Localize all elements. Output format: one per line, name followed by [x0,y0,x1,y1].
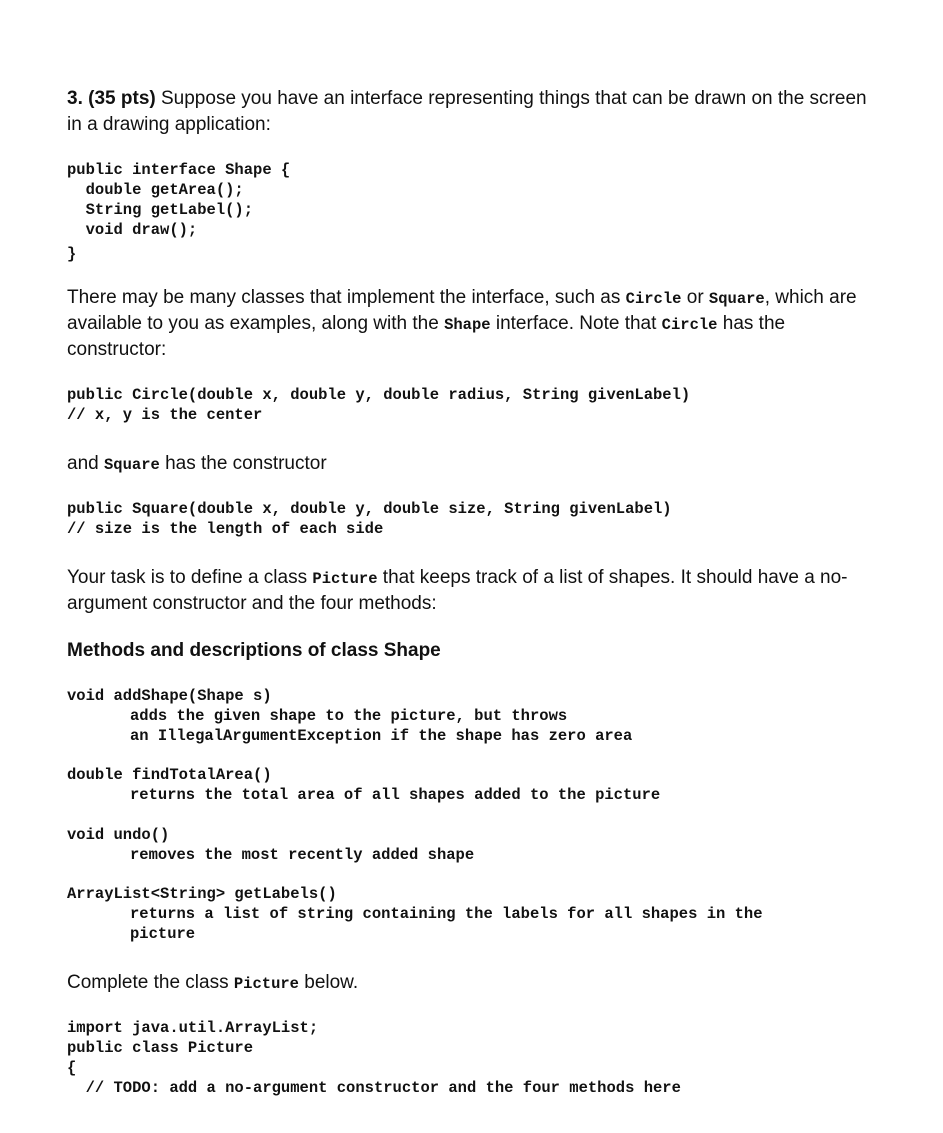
text-span: Your task is to define a class [67,567,313,588]
classes-paragraph-line-2 [67,311,785,338]
inline-code: Picture [312,570,378,588]
text-span: or [681,287,709,308]
classes-paragraph-line-3: constructor: [67,339,167,360]
inline-code: Square [708,290,765,308]
method-signature: void addShape(Shape s) [67,687,272,705]
inline-code: Shape [444,316,491,334]
question-intro-text: Suppose you have an interface representing things that can be drawn on the screen [155,88,867,109]
text-span: below. [298,972,359,993]
question-intro-line-2: in a drawing application: [67,114,271,135]
complete-paragraph [67,970,358,997]
task-paragraph-line-1 [67,565,848,592]
circle-code-line: // x, y is the center [67,406,263,424]
interface-code-line: public interface Shape { [67,161,291,179]
method-description: adds the given shape to the picture, but throws [130,707,568,725]
method-description: returns a list of string containing the labels for all shapes in the [130,905,763,923]
question-number: 3. [67,88,83,109]
square-code-line: // size is the length of each side [67,520,384,538]
task-paragraph-line-2: argument constructor and the four methods: [67,593,437,614]
interface-code-line: double getArea(); [67,181,244,199]
classes-paragraph-line-1 [67,285,857,312]
circle-code-line: public Circle(double x, double y, double radius, String givenLabel) [67,386,691,404]
text-span: interface. Note that [490,313,662,334]
text-span: There may be many classes that implement the interface, such as [67,287,626,308]
method-description: an IllegalArgumentException if the shape has zero area [130,727,633,745]
question-intro-line-1 [67,86,867,112]
method-signature: ArrayList<String> getLabels() [67,885,337,903]
method-description: picture [130,925,196,943]
method-description: removes the most recently added shape [130,846,475,864]
interface-code-line: void draw(); [67,221,198,239]
inline-code: Circle [661,316,718,334]
square-paragraph [67,451,327,478]
method-description: returns the total area of all shapes added to the picture [130,786,661,804]
text-span: and [67,453,104,474]
inline-code: Picture [233,975,299,993]
question-points: (35 pts) [88,88,156,109]
picture-code-line: public class Picture [67,1039,254,1057]
interface-code-line: String getLabel(); [67,201,254,219]
text-span: has the [717,313,786,334]
inline-code: Square [103,456,160,474]
text-span: , which are [764,287,857,308]
text-span: has the constructor [159,453,327,474]
picture-code-line: import java.util.ArrayList; [67,1019,319,1037]
methods-heading: Methods and descriptions of class Shape [67,640,441,661]
text-span: available to you as examples, along with the [67,313,445,334]
inline-code: Circle [625,290,682,308]
text-span: Complete the class [67,972,234,993]
picture-code-line: // TODO: add a no-argument constructor and the four methods here [67,1079,681,1097]
square-code-line: public Square(double x, double y, double size, String givenLabel) [67,500,672,518]
interface-code-line: } [67,245,77,263]
method-signature: void undo() [67,826,170,844]
method-signature: double findTotalArea() [67,766,272,784]
text-span: that keeps track of a list of shapes. It should have a no- [377,567,848,588]
picture-code-line: { [67,1059,77,1077]
